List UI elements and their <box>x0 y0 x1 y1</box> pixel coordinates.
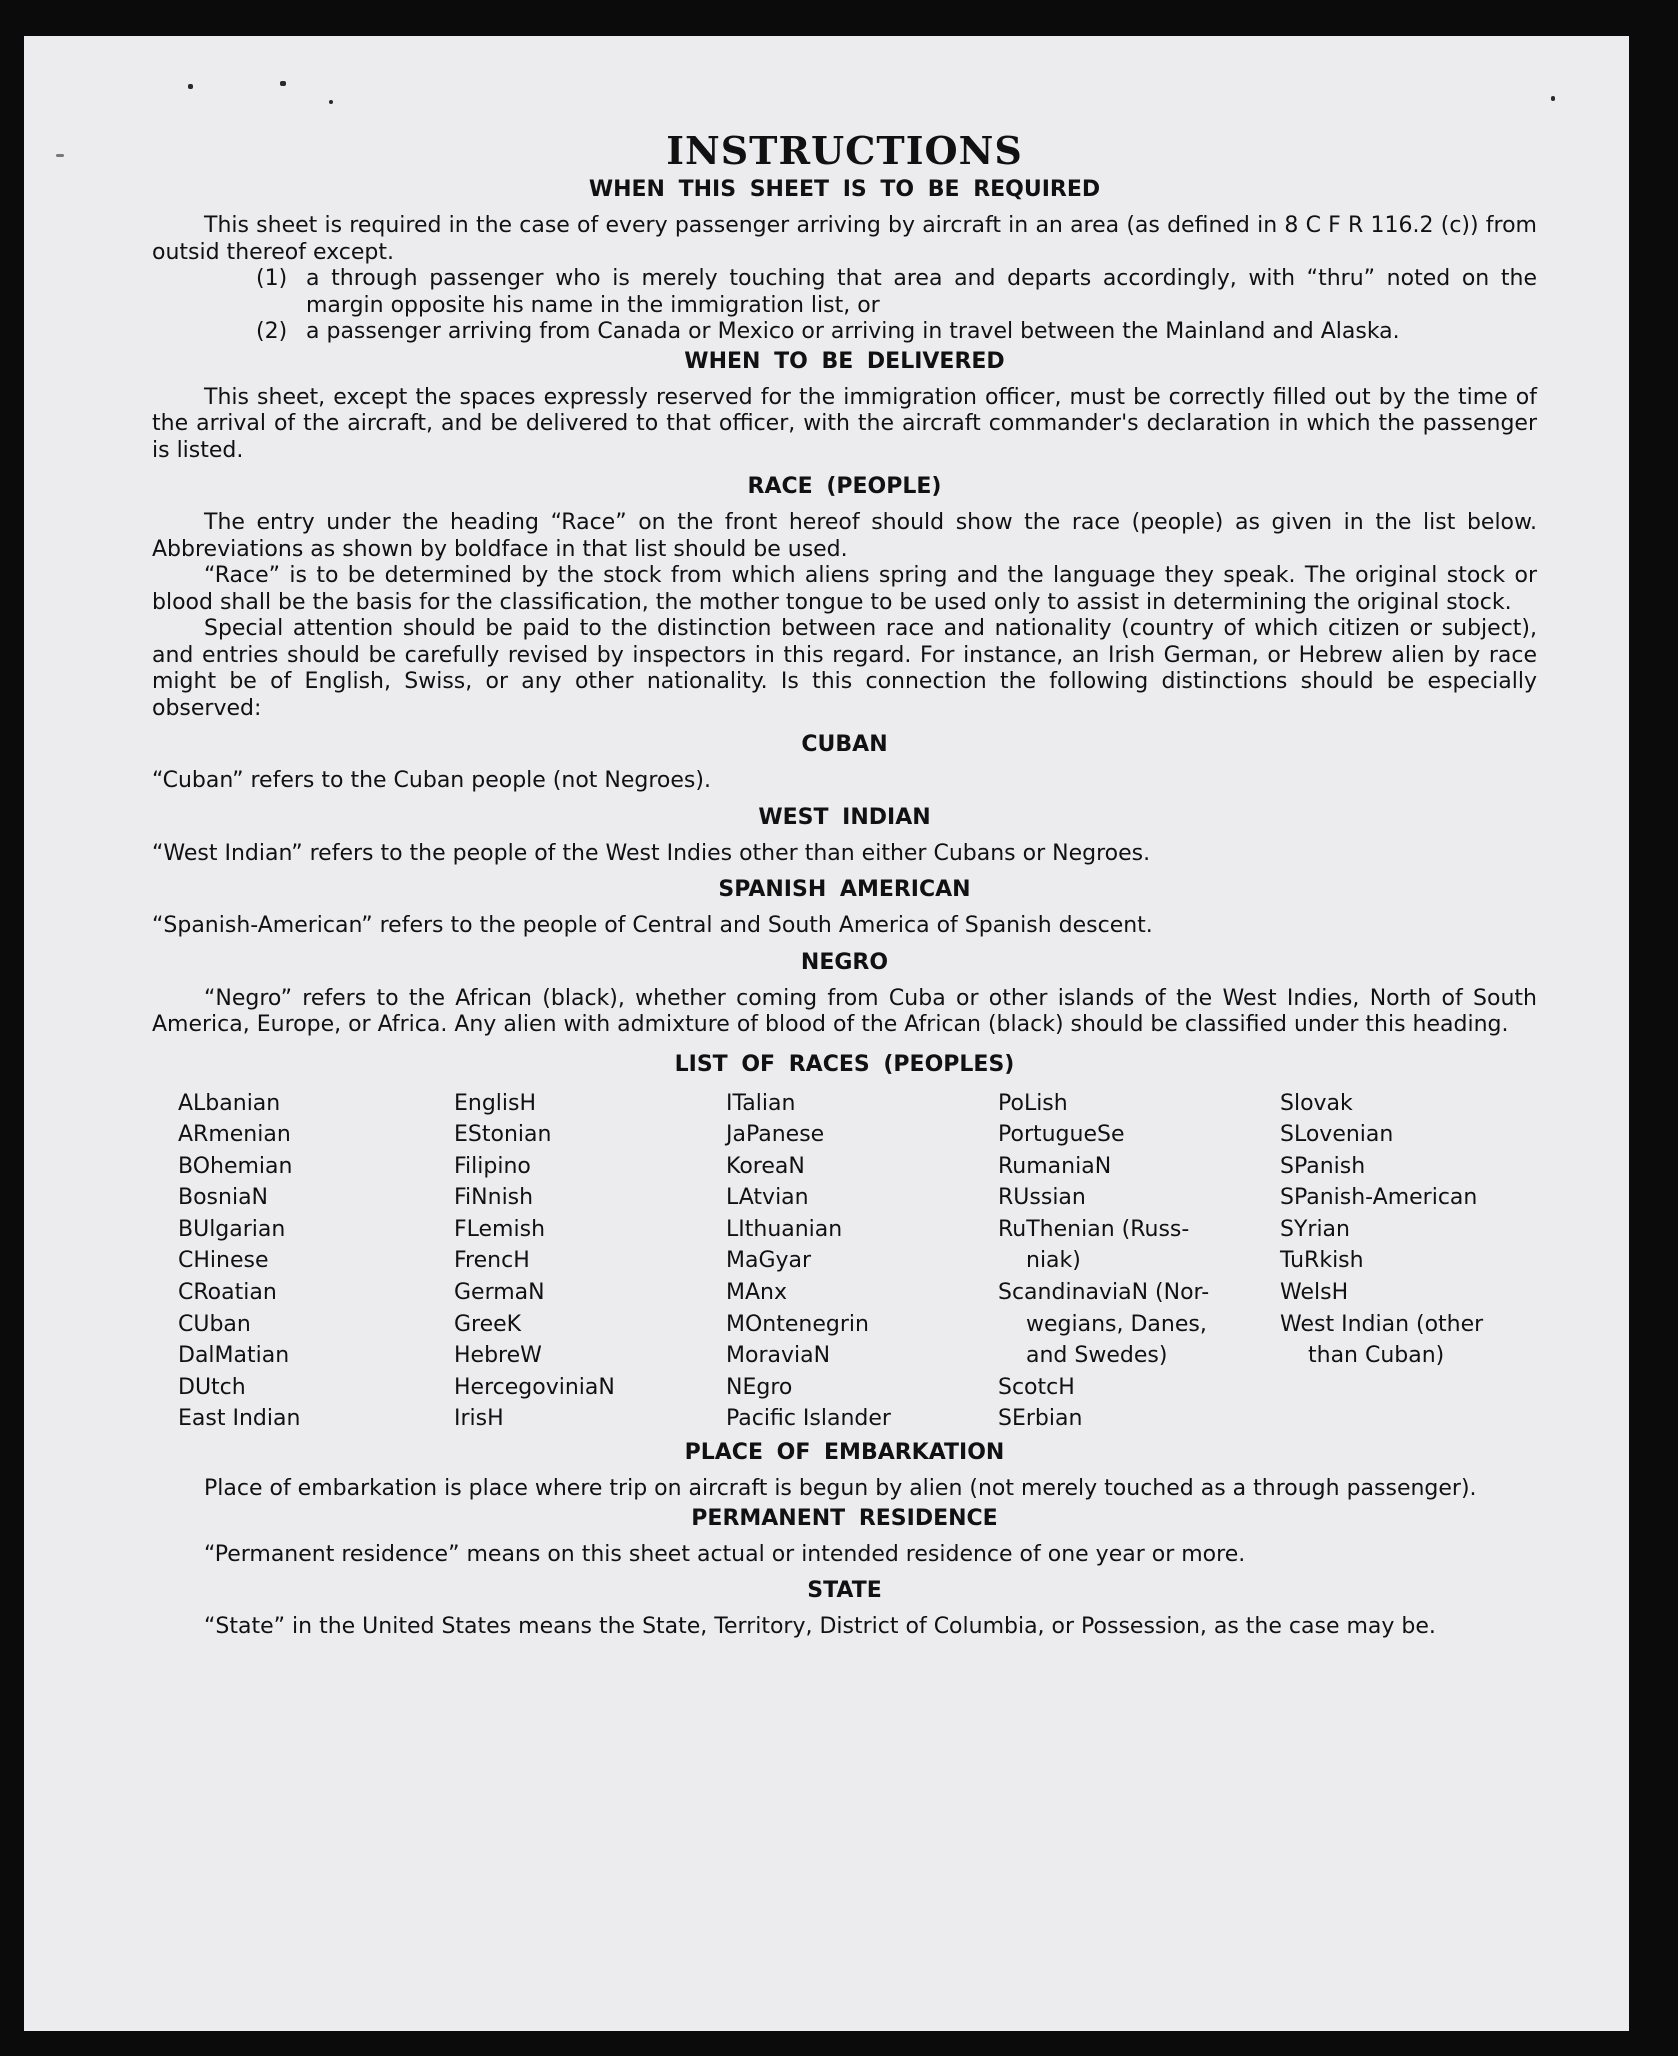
race-entry: CRoatian <box>178 1280 277 1306</box>
dust-mark <box>188 84 193 89</box>
race-entry: MaGyar <box>726 1248 812 1274</box>
item-number: (1) <box>256 266 288 291</box>
race-entry: BUlgarian <box>178 1216 286 1242</box>
race-entry: FLemish <box>454 1216 546 1242</box>
exception-item-1 <box>256 266 1537 319</box>
race-entry: SErbian <box>998 1406 1083 1432</box>
heading-when-required: WHEN THIS SHEET IS TO BE REQUIRED <box>588 177 1101 202</box>
race-entry: East Indian <box>178 1406 301 1432</box>
state-body: “State” in the United States means the State, Territory, District of Columbia, or Possession, as the case may be. <box>204 1614 1436 1640</box>
race-entry: WelsH <box>1280 1280 1349 1306</box>
race-entry: Filipino <box>454 1153 531 1179</box>
residence-body: “Permanent residence” means on this sheet actual or intended residence of one year or more. <box>204 1541 1246 1567</box>
delivered-body: This sheet, except the spaces expressly reserved for the immigration officer, must be correctly filled out by the time of the arrival of the aircraft, and be delivered to that officer, with the aircraft commander's declaration in which the passenger is listed. <box>152 384 1537 463</box>
heading-race: RACE (PEOPLE) <box>747 474 942 499</box>
instructions-content <box>152 128 1537 1641</box>
heading-list-of-races: LIST OF RACES (PEOPLES) <box>674 1051 1015 1077</box>
race-entry: ScandinaviaN (Nor- <box>998 1280 1210 1306</box>
race-entry: KoreaN <box>726 1153 805 1179</box>
race-entry: PoLish <box>998 1090 1068 1116</box>
race-entry: DUtch <box>178 1374 246 1400</box>
race-entry: GreeK <box>454 1311 522 1337</box>
race-entry: DalMatian <box>178 1343 290 1369</box>
race-entry: BOhemian <box>178 1153 293 1179</box>
race-entry: EStonian <box>454 1122 552 1148</box>
race-entry: ARmenian <box>178 1122 291 1148</box>
race-entry: FiNnish <box>454 1185 534 1211</box>
race-entry: NEgro <box>726 1374 793 1400</box>
race-entry-continued: than Cuban) <box>1308 1343 1445 1369</box>
race-entry: RUssian <box>998 1185 1086 1211</box>
races-column-4 <box>998 1088 1280 1436</box>
race-entry: CUban <box>178 1311 251 1337</box>
races-list <box>178 1088 1537 1436</box>
race-paragraph-2: “Race” is to be determined by the stock from which aliens spring and the language they speak. The original stock or blood shall be the basis for the classification, the mother tongue to be used only to assist in determining the original stock. <box>152 563 1537 615</box>
race-entry: MoraviaN <box>726 1343 831 1369</box>
race-entry: Pacific Islander <box>726 1406 891 1432</box>
dust-mark <box>56 154 64 157</box>
exception-item-2 <box>256 319 1537 346</box>
item-text: a through passenger who is merely touching that area and departs accordingly, with “thru” noted on the margin opposite his name in the immigration list, or <box>306 266 1537 318</box>
page-title: INSTRUCTIONS <box>666 128 1023 173</box>
race-entry-continued: wegians, Danes, <box>1026 1311 1207 1337</box>
race-entry: EnglisH <box>454 1090 537 1116</box>
race-entry: MOntenegrin <box>726 1311 869 1337</box>
item-number: (2) <box>256 319 288 344</box>
embarkation-body: Place of embarkation is place where trip on aircraft is begun by alien (not merely touched as a through passenger). <box>204 1476 1477 1502</box>
race-entry: LAtvian <box>726 1185 809 1211</box>
races-column-3 <box>726 1088 998 1436</box>
race-entry: ScotcH <box>998 1374 1075 1400</box>
heading-state: STATE <box>807 1578 882 1604</box>
race-entry: TuRkish <box>1280 1248 1364 1274</box>
heading-spanish-american: SPANISH AMERICAN <box>718 877 971 902</box>
races-column-5 <box>1280 1088 1540 1436</box>
races-column-2 <box>454 1088 726 1436</box>
race-entry: HebreW <box>454 1343 542 1369</box>
race-entry-continued: niak) <box>1026 1248 1081 1274</box>
race-entry: RumaniaN <box>998 1153 1112 1179</box>
race-entry: HercegoviniaN <box>454 1374 615 1400</box>
race-entry: JaPanese <box>726 1122 825 1148</box>
heading-negro: NEGRO <box>800 949 889 975</box>
negro-body: “Negro” refers to the African (black), whether coming from Cuba or other islands of the West Indies, North of South America, Europe, or Africa. Any alien with admixture of blood of the African (black) should be classified under this heading. <box>152 985 1537 1037</box>
document-sheet <box>24 36 1629 2031</box>
required-body: This sheet is required in the case of every passenger arriving by aircraft in an area (as defined in 8 C F R 116.2 (c)) from outsid thereof except. <box>152 213 1537 265</box>
heading-when-delivered: WHEN TO BE DELIVERED <box>684 348 1005 374</box>
spanish-american-body: “Spanish-American” refers to the people of Central and South America of Spanish descent. <box>152 913 1153 938</box>
race-entry: IrisH <box>454 1406 504 1432</box>
race-entry: SLovenian <box>1280 1122 1394 1148</box>
race-entry: RuThenian (Russ- <box>998 1216 1190 1242</box>
dust-mark <box>1551 96 1555 101</box>
race-entry: SPanish-American <box>1280 1185 1478 1211</box>
race-entry-continued: and Swedes) <box>1026 1343 1168 1369</box>
race-entry: Slovak <box>1280 1090 1353 1116</box>
race-entry: ALbanian <box>178 1090 281 1116</box>
west-indian-body: “West Indian” refers to the people of the West Indies other than either Cubans or Negroes. <box>152 840 1151 866</box>
race-entry: GermaN <box>454 1280 545 1306</box>
race-entry: PortugueSe <box>998 1122 1125 1148</box>
race-entry: CHinese <box>178 1248 269 1274</box>
race-entry: BosniaN <box>178 1185 269 1211</box>
race-entry: SYrian <box>1280 1216 1350 1242</box>
heading-west-indian: WEST INDIAN <box>758 804 931 830</box>
race-entry: FrencH <box>454 1248 530 1274</box>
race-entry: SPanish <box>1280 1153 1366 1179</box>
item-text: a passenger arriving from Canada or Mexico or arriving in travel between the Mainland and Alaska. <box>306 319 1400 344</box>
race-entry: West Indian (other <box>1280 1311 1484 1337</box>
race-entry: MAnx <box>726 1280 787 1306</box>
dust-mark <box>329 100 333 104</box>
heading-cuban: CUBAN <box>801 732 888 757</box>
race-entry: ITalian <box>726 1090 796 1116</box>
race-entry: LIthuanian <box>726 1216 843 1242</box>
heading-place-of-embarkation: PLACE OF EMBARKATION <box>684 1440 1005 1466</box>
dust-mark <box>280 81 286 86</box>
race-paragraph-1: The entry under the heading “Race” on the front hereof should show the race (people) as given in the list below. Abbreviations as shown by boldface in that list should be used. <box>152 510 1537 562</box>
heading-permanent-residence: PERMANENT RESIDENCE <box>691 1505 998 1531</box>
race-paragraph-3: Special attention should be paid to the distinction between race and nationality (country of which citizen or subject), and entries should be carefully revised by inspectors in this regard. For instance, an Irish German, or Hebrew alien by race might be of English, Swiss, or any other nationality. Is this connection the following distinctions should be especially observed: <box>152 616 1537 721</box>
races-column-1 <box>178 1088 454 1436</box>
cuban-body: “Cuban” refers to the Cuban people (not Negroes). <box>152 768 711 793</box>
